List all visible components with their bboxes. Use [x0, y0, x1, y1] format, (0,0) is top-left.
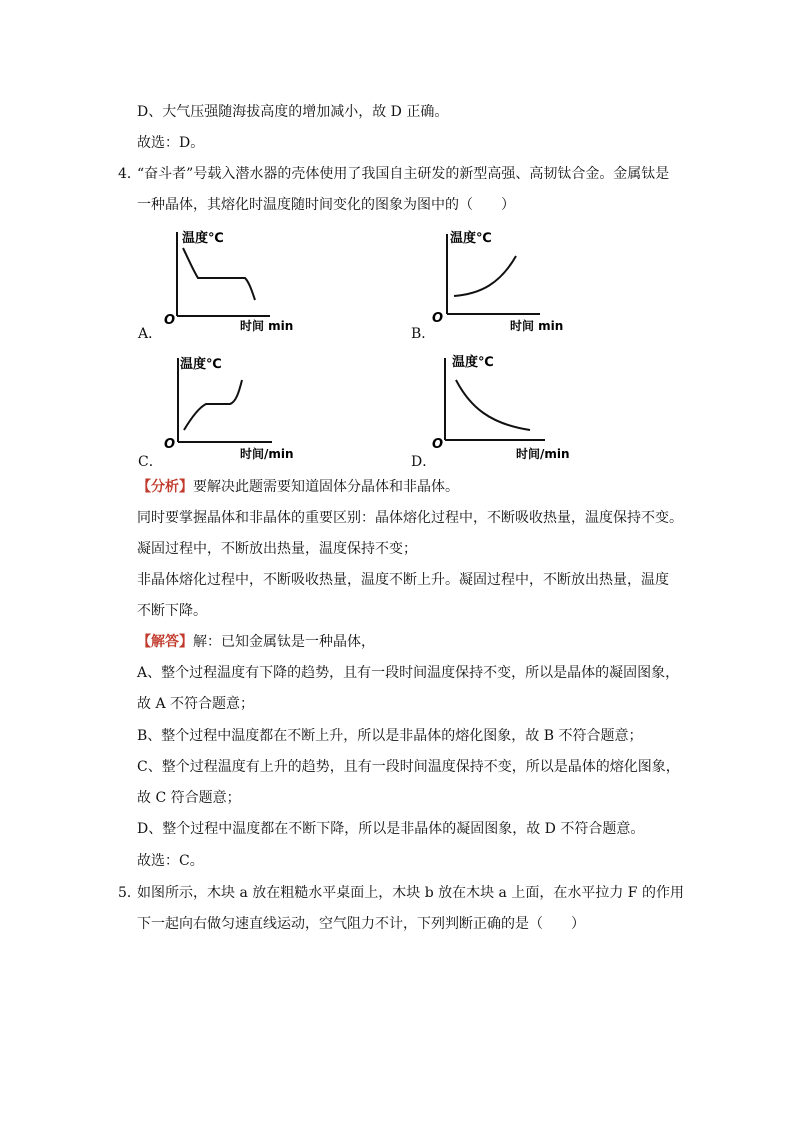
graph-c-ylabel: 温度℃: [180, 357, 222, 372]
graph-b-origin: O: [432, 311, 444, 326]
solution-line-2: A、整个过程温度有下降的趋势，且有一段时间温度保持不变，所以是晶体的凝固图象，: [137, 665, 680, 681]
analysis-text-1: 要解决此题需要知道固体分晶体和非晶体。: [193, 479, 459, 495]
analysis-line-4: 非晶体熔化过程中，不断吸收热量，温度不断上升。凝固过程中，不断放出热量，温度: [137, 572, 669, 588]
graph-b-curve: [454, 256, 516, 296]
solution-text-1: 解：已知金属钛是一种晶体，: [193, 634, 375, 650]
graph-b: [430, 226, 570, 336]
q5-number: 5．: [118, 885, 141, 901]
graph-d-curve: [456, 380, 530, 430]
solution-line-5: C、整个过程温度有上升的趋势，且有一段时间温度保持不变，所以是晶体的熔化图象，: [137, 759, 680, 775]
graph-d-xlabel: 时间/min: [516, 447, 570, 461]
q5-stem-line1: 如图所示，木块 a 放在粗糙水平桌面上，木块 b 放在木块 a 上面，在水平拉力 F 的作用: [137, 885, 684, 901]
graph-a-xlabel: 时间 min: [240, 319, 294, 333]
q4-number: 4．: [118, 166, 141, 182]
graph-b-xlabel: 时间 min: [510, 319, 564, 333]
graph-b-label: B．: [411, 326, 436, 342]
solution-line-6: 故 C 符合题意；: [137, 790, 241, 806]
graph-c-label: C．: [138, 454, 163, 470]
graph-d-label: D．: [411, 454, 437, 470]
graph-a-curve: [183, 248, 255, 300]
solution-line-3: 故 A 不符合题意；: [137, 696, 255, 712]
solution-tag: 【解答】: [137, 634, 193, 650]
graph-c-origin: O: [164, 437, 176, 452]
analysis-line-5: 不断下降。: [137, 603, 207, 619]
solution-line-1: [137, 632, 375, 652]
prev-option-d: D、大气压强随海拔高度的增加减小，故 D 正确。: [137, 104, 449, 120]
solution-line-4: B、整个过程中温度都在不断上升，所以是非晶体的熔化图象，故 B 不符合题意；: [137, 728, 643, 744]
graph-b-ylabel: 温度℃: [450, 231, 492, 246]
q4-stem-line1: “奋斗者”号载入潜水器的壳体使用了我国自主研发的新型高强、高韧钛合金。金属钛是: [137, 166, 670, 182]
analysis-tag: 【分析】: [137, 479, 193, 495]
analysis-line-3: 凝固过程中，不断放出热量，温度保持不变；: [137, 541, 417, 557]
solution-line-8: 故选：C。: [137, 853, 204, 869]
graph-a: [160, 226, 300, 336]
graph-c: [160, 352, 300, 462]
graph-a-ylabel: 温度℃: [182, 231, 224, 246]
graph-a-label: A．: [138, 326, 163, 342]
solution-line-7: D、整个过程中温度都在不断下降，所以是非晶体的凝固图象，故 D 不符合题意。: [137, 821, 645, 837]
graph-a-origin: O: [164, 313, 176, 328]
graph-d-ylabel: 温度℃: [452, 355, 494, 370]
analysis-line-2: 同时要掌握晶体和非晶体的重要区别：晶体熔化过程中，不断吸收热量，温度保持不变。: [137, 510, 683, 526]
graph-d: [430, 352, 572, 462]
q4-stem-line2: 一种晶体，其熔化时温度随时间变化的图象为图中的（ ）: [137, 197, 515, 213]
graph-c-curve: [184, 380, 242, 430]
prev-answer: 故选：D。: [137, 135, 205, 151]
analysis-line-1: [137, 477, 459, 497]
graph-d-origin: O: [432, 437, 444, 452]
graph-c-xlabel: 时间/min: [240, 447, 294, 461]
q5-stem-line2: 下一起向右做匀速直线运动，空气阻力不计，下列判断正确的是（ ）: [137, 916, 585, 932]
